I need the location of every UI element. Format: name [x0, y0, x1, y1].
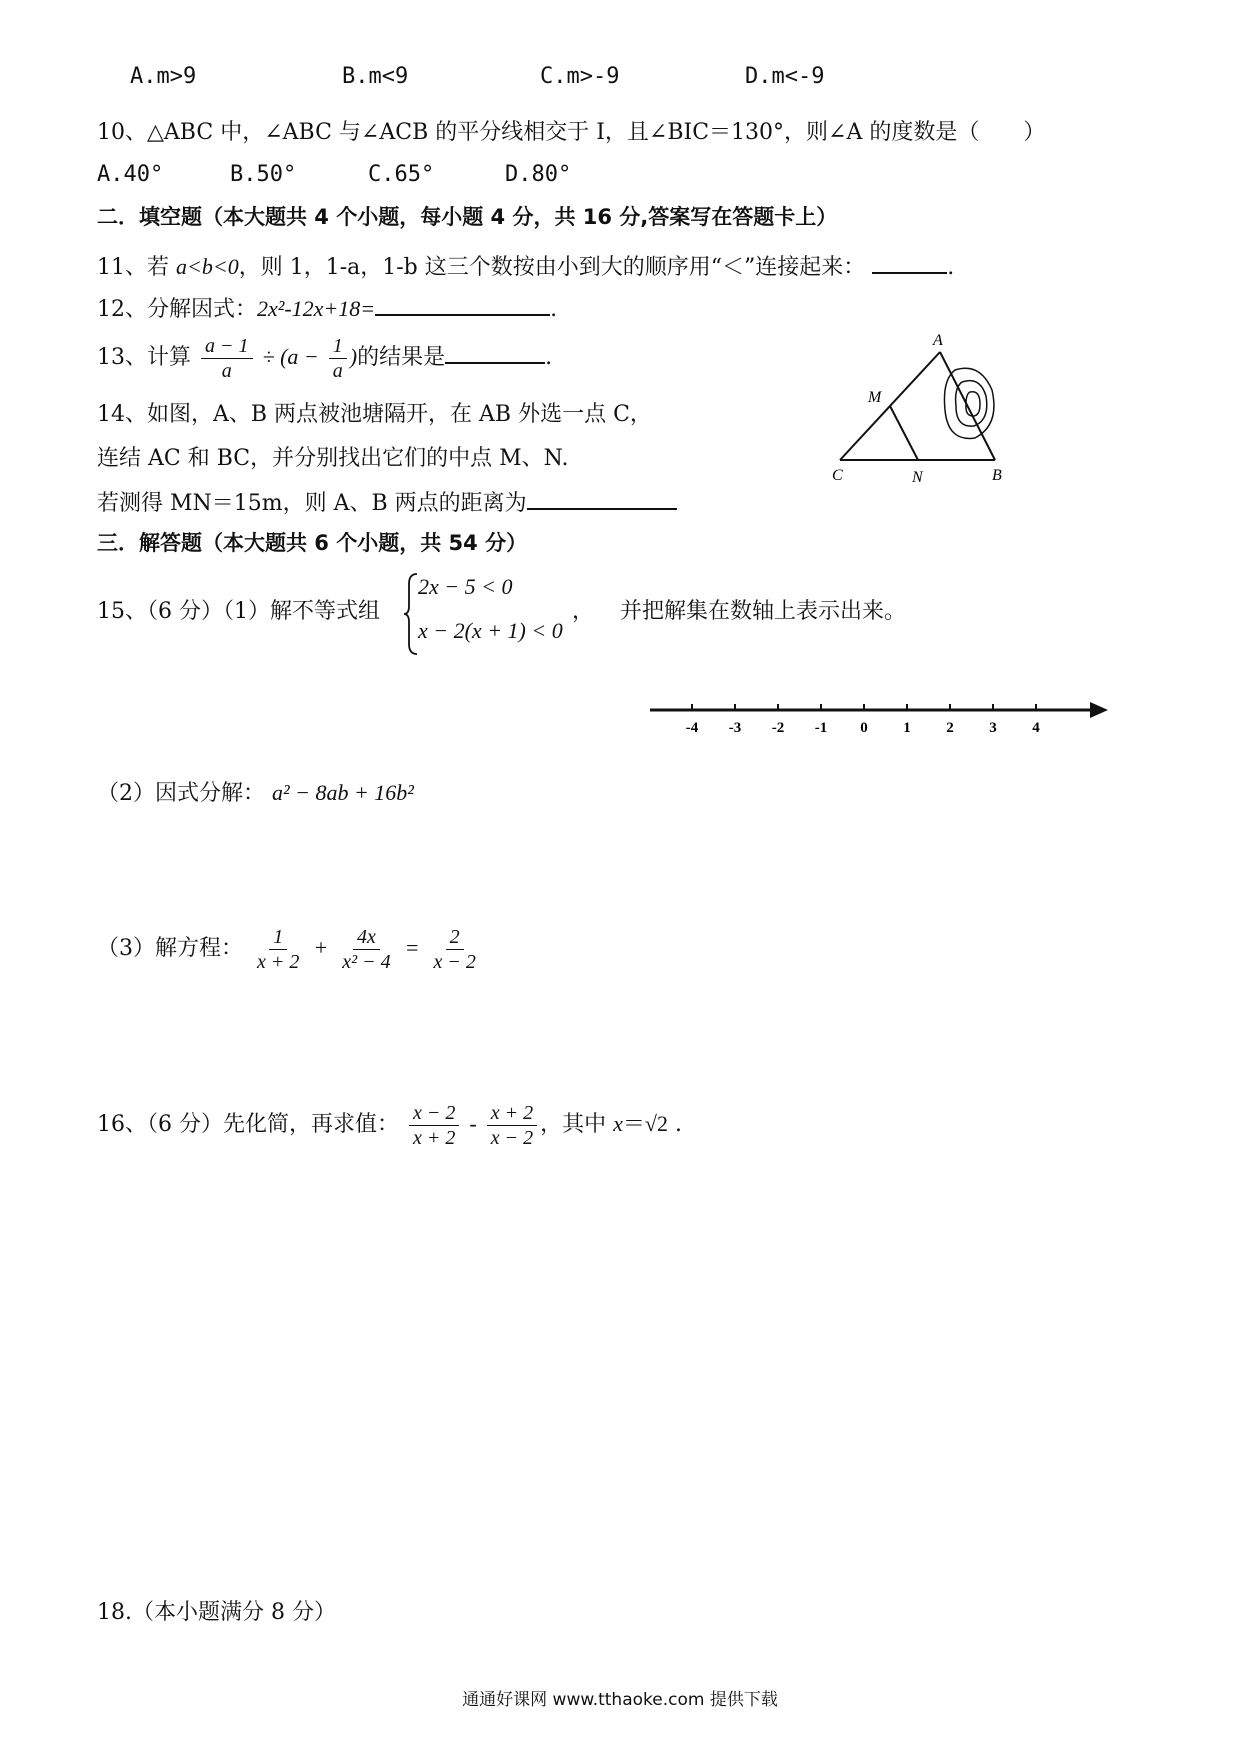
q15-part-3-prefix: （3）解方程：	[97, 936, 243, 961]
eq-frac3-denominator: x − 2	[433, 950, 476, 973]
eq-plus: +	[313, 935, 329, 960]
q11-prefix: 11、若	[97, 255, 169, 280]
pond-triangle-figure	[820, 330, 1020, 490]
number-line-tick-label: 2	[946, 720, 954, 736]
label-m: M	[868, 389, 882, 406]
question-15-part-3	[97, 920, 483, 977]
choice-a: A.m>9	[130, 64, 197, 89]
question-14-line-1: 14、如图，A、B 两点被池塘隔开，在 AB 外选一点 C，	[97, 402, 652, 427]
number-line-tick-label: 1	[903, 720, 911, 736]
q16-value: √2	[644, 1111, 668, 1136]
q13-prefix: 13、计算	[97, 345, 191, 370]
q12-suffix: .	[550, 297, 558, 322]
label-a: A	[933, 332, 943, 349]
eq-frac1-numerator: 1	[269, 925, 287, 950]
number-line-tick-label: -4	[685, 720, 699, 736]
question-16	[97, 1096, 682, 1153]
section-2-heading: 二．填空题（本大题共 4 个小题，每小题 4 分，共 16 分,答案写在答题卡上）	[97, 205, 838, 229]
q13-close-paren: )	[349, 344, 358, 369]
arrow-right-icon	[1090, 702, 1108, 718]
inequality-1: 2x − 5 < 0	[418, 574, 513, 599]
eq-frac2-numerator: 4x	[353, 925, 380, 950]
q16-frac2-denominator: x − 2	[490, 1126, 534, 1149]
inequality-2: x − 2(x + 1) < 0	[418, 618, 563, 643]
q13-tail: 的结果是	[357, 345, 446, 370]
eq-frac2-denominator: x² − 4	[342, 950, 391, 973]
eq-frac3-numerator: 2	[446, 925, 464, 950]
q13-frac2-denominator: a	[332, 359, 343, 382]
q10-choice-a: A.40°	[97, 162, 164, 187]
question-15-part-1: 15、（6 分）（1）解不等式组	[97, 599, 380, 624]
q15-part-1-instruction: 并把解集在数轴上表示出来。	[620, 599, 907, 624]
q16-equals: ＝	[622, 1112, 645, 1137]
q13-frac1-numerator: a − 1	[201, 334, 253, 359]
section-3-heading: 三．解答题（本大题共 6 个小题，共 54 分）	[97, 531, 528, 555]
question-15-part-2	[97, 778, 414, 809]
equation-fraction-2	[338, 925, 394, 974]
q13-fraction-1	[201, 334, 253, 383]
q13-frac1-denominator: a	[221, 359, 232, 382]
q11-answer-blank[interactable]	[872, 250, 947, 274]
label-b: B	[992, 467, 1002, 484]
pond-outline-middle	[956, 381, 987, 427]
question-14-line-2: 连结 AC 和 BC，并分别找出它们的中点 M、N.	[97, 446, 569, 471]
number-line-tick-label: 3	[989, 720, 997, 736]
number-line-tick-label: 0	[860, 720, 868, 736]
q10-choice-b: B.50°	[230, 162, 297, 187]
q16-frac1-denominator: x + 2	[413, 1126, 456, 1149]
q11-condition: a<b<0	[176, 254, 239, 279]
q16-minus: -	[469, 1111, 477, 1136]
q15-part-2-prefix: （2）因式分解：	[97, 781, 265, 806]
number-line	[650, 690, 1110, 740]
q11-suffix: .	[947, 255, 955, 280]
q16-where: ，其中	[540, 1112, 607, 1137]
q14-answer-blank[interactable]	[527, 486, 677, 510]
segment-mn	[890, 406, 918, 460]
q16-frac1-numerator: x − 2	[409, 1101, 459, 1126]
q12-prefix: 12、分解因式：	[97, 297, 257, 322]
label-n: N	[912, 469, 923, 486]
choice-c: C.m>-9	[540, 64, 620, 89]
question-12	[97, 292, 557, 325]
number-line-tick-label: -1	[814, 720, 828, 736]
q13-operator: ÷ (a −	[262, 344, 319, 369]
question-10: 10、△ABC 中，∠ABC 与∠ACB 的平分线相交于 I，且∠BIC＝130°，则∠A 的度数是（ ）	[97, 120, 1046, 145]
q12-expression: 2x²-12x+18=	[257, 296, 376, 321]
q16-frac2-numerator: x + 2	[487, 1101, 537, 1126]
eq-frac1-denominator: x + 2	[257, 950, 300, 973]
question-18: 18.（本小题满分 8 分）	[97, 1600, 336, 1625]
q13-fraction-2	[329, 334, 347, 383]
q13-frac2-numerator: 1	[329, 334, 347, 359]
choice-b: B.m<9	[342, 64, 409, 89]
q13-answer-blank[interactable]	[445, 340, 545, 364]
number-line-tick-label: 4	[1032, 720, 1040, 736]
question-14-line-3	[97, 486, 677, 519]
label-c: C	[832, 467, 843, 484]
eq-equals: =	[404, 935, 420, 960]
q12-answer-blank[interactable]	[375, 292, 550, 316]
footer-source: 通通好课网 www.tthaoke.com 提供下载	[462, 1690, 778, 1710]
equation-fraction-3	[429, 925, 479, 974]
q16-fraction-2	[487, 1101, 537, 1150]
q15-comma: ，	[572, 599, 595, 624]
q10-choice-d: D.80°	[505, 162, 572, 187]
equation-fraction-1	[253, 925, 303, 974]
number-line-tick-label: -2	[771, 720, 785, 736]
q10-choice-c: C.65°	[368, 162, 435, 187]
q13-suffix: .	[545, 345, 553, 370]
q16-variable: x	[613, 1111, 623, 1136]
question-11	[97, 250, 954, 283]
q11-middle: ，则 1，1-a，1-b 这三个数按由小到大的顺序用“＜”连接起来：	[238, 255, 866, 280]
q14-line-3-text: 若测得 MN＝15m，则 A、B 两点的距离为	[97, 491, 527, 516]
q15-part-2-expression: a² − 8ab + 16b²	[272, 780, 414, 805]
system-brace	[404, 572, 418, 656]
choice-d: D.m<-9	[745, 64, 825, 89]
pond-outline-inner	[966, 392, 980, 416]
q16-fraction-1	[409, 1101, 459, 1150]
question-13	[97, 332, 552, 383]
q16-suffix: .	[674, 1112, 682, 1137]
q16-prefix: 16、（6 分）先化简，再求值：	[97, 1112, 399, 1137]
number-line-tick-label: -3	[728, 720, 742, 736]
